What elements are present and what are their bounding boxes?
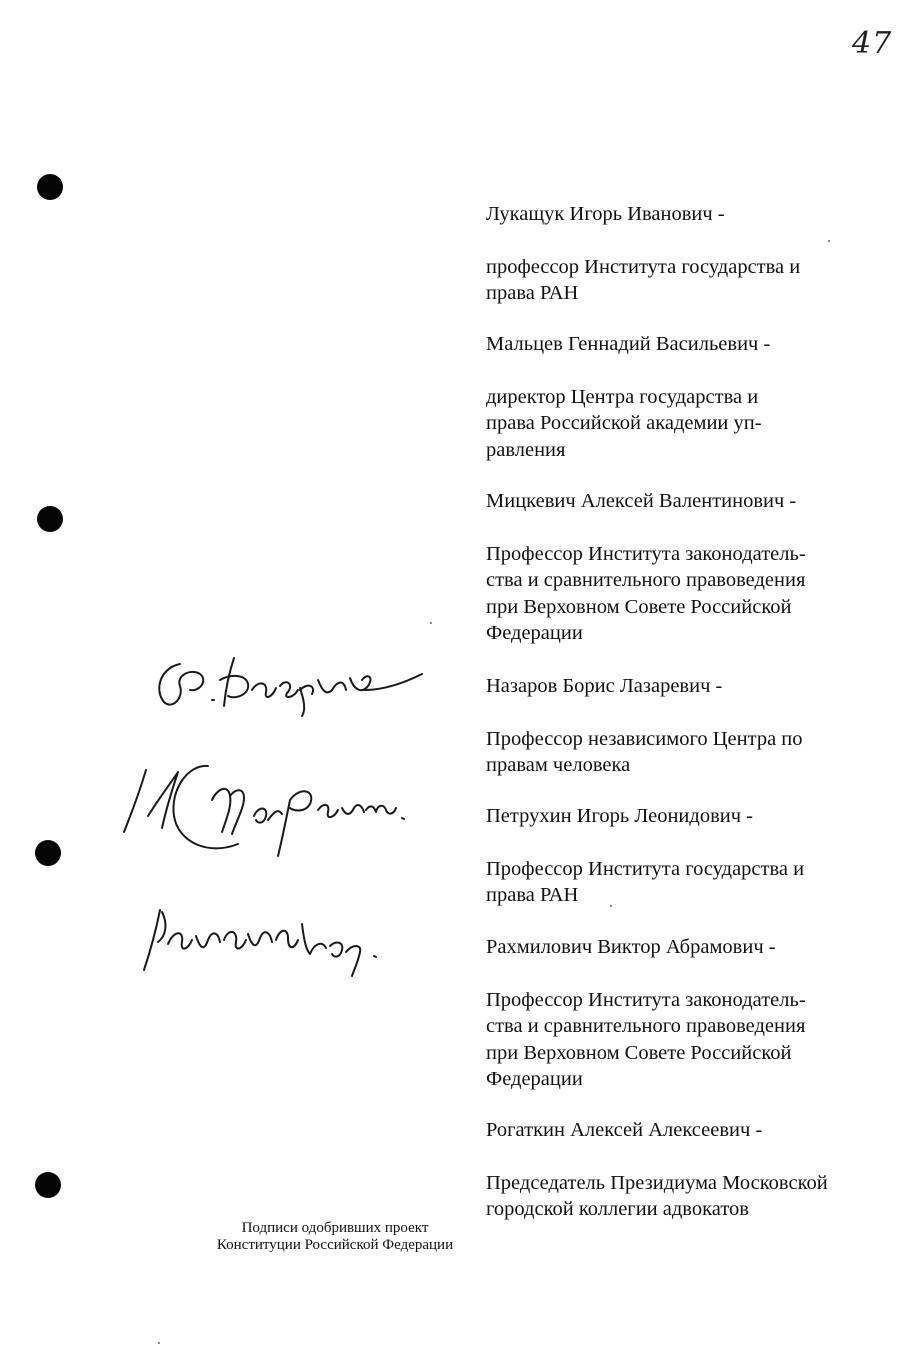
signatory-position: профессор Института государства и права РАН bbox=[486, 255, 801, 304]
signature-nazarov bbox=[150, 650, 430, 720]
signatory-name: Мальцев Геннадий Васильевич - bbox=[486, 332, 771, 355]
approval-caption bbox=[160, 1220, 510, 1254]
signatory-name: Мицкевич Алексей Валентинович - bbox=[486, 489, 797, 512]
scan-speck bbox=[430, 622, 432, 624]
signatory-position: Председатель Президиума Московской городской коллегии адвокатов bbox=[486, 1171, 828, 1220]
signatory-name: Лукащук Игорь Иванович - bbox=[486, 202, 725, 225]
signatory-position: директор Центра государства и права Российской академии уп- равления bbox=[486, 385, 762, 461]
punch-hole bbox=[37, 506, 63, 532]
signatory-entry-6 bbox=[486, 907, 866, 1119]
signatory-name: Назаров Борис Лазаревич - bbox=[486, 674, 723, 697]
signatory-name: Рогаткин Алексей Алексеевич - bbox=[486, 1118, 763, 1141]
signatory-position: Профессор Института законодатель- ства и сравнительного правоведения при Верховном Совете Российской Федерации bbox=[486, 988, 806, 1090]
caption-line-2: Конституции Российской Федерации bbox=[216, 1237, 454, 1253]
punch-hole bbox=[35, 840, 61, 866]
punch-hole bbox=[37, 174, 63, 200]
caption-line-1: Подписи одобривших проект bbox=[241, 1220, 429, 1236]
signature-petrukhin bbox=[118, 760, 418, 860]
signatory-position: Профессор Института законодатель- ства и сравнительного правоведения при Верховном Совете Российской Федерации bbox=[486, 542, 806, 644]
signatory-entry-3 bbox=[486, 461, 866, 673]
signatory-entry-7 bbox=[486, 1090, 866, 1249]
signature-rakhmilovich bbox=[138, 900, 398, 980]
signatory-position: Профессор независимого Центра по правам человека bbox=[486, 727, 803, 776]
signatory-name: Рахмилович Виктор Абрамович - bbox=[486, 935, 776, 958]
page-number: 47 bbox=[852, 26, 893, 61]
scan-speck bbox=[158, 1342, 160, 1344]
punch-hole bbox=[35, 1172, 61, 1198]
signatory-name: Петрухин Игорь Леонидович - bbox=[486, 804, 753, 827]
signatory-position: Профессор Института государства и права РАН bbox=[486, 857, 805, 906]
